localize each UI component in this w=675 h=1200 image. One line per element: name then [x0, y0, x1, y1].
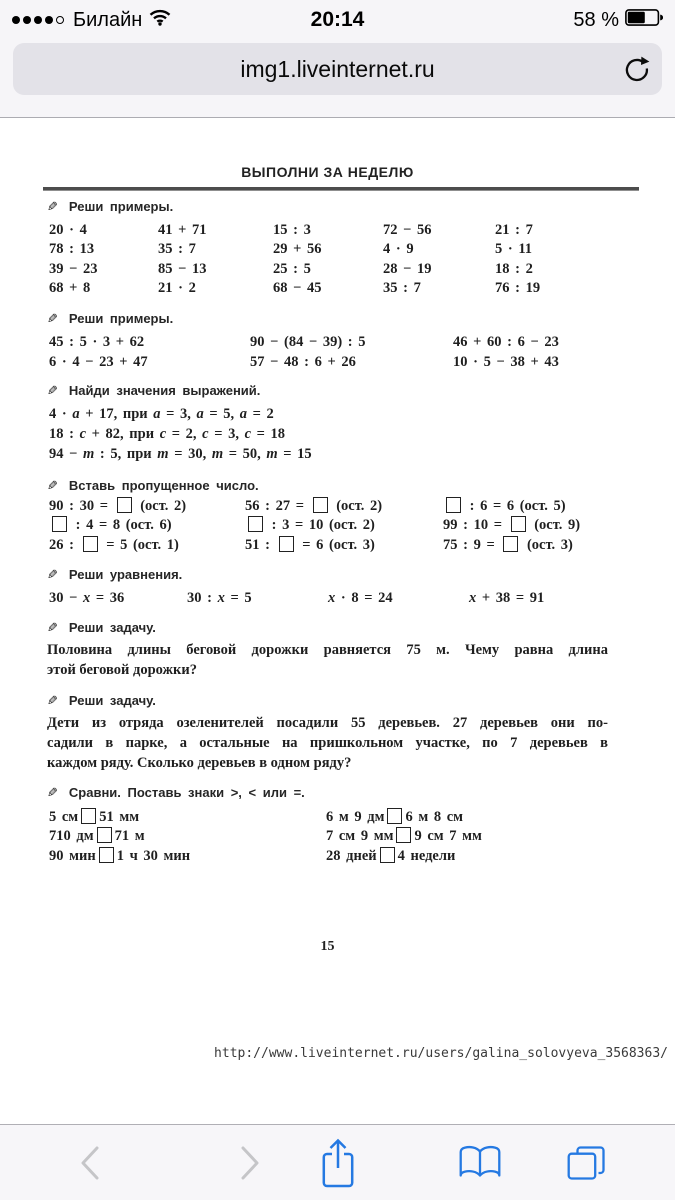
- url-text: img1.liveinternet.ru: [240, 55, 435, 82]
- section-header-word-problem-1: [47, 620, 608, 636]
- answer-box: [503, 536, 518, 552]
- word-problem-text: [47, 640, 608, 680]
- forward-button[interactable]: [239, 1145, 261, 1184]
- section-title: Реши примеры.: [68, 310, 174, 326]
- math-expression: 94 − m : 5, при m = 30, m = 50, m = 15: [49, 445, 312, 462]
- answer-box: [387, 808, 402, 824]
- section-header-solve-equations: [47, 567, 608, 583]
- math-expression: 85 − 13: [158, 260, 207, 277]
- answer-box: [313, 497, 328, 513]
- math-expression: 76 : 19: [495, 280, 541, 296]
- compare-grid: [49, 808, 608, 867]
- pencil-icon: ✎: [47, 477, 58, 493]
- math-expression: 35 : 7: [383, 280, 421, 296]
- equations-grid: [49, 588, 608, 608]
- math-expression: 26 : = 5 (ост. 1): [49, 536, 179, 553]
- source-url: http://www.liveinternet.ru/users/galina_solovyeva_3568363/: [214, 1046, 668, 1061]
- task-line: этой беговой дорожки?: [47, 661, 198, 678]
- chevron-right-icon: [239, 1169, 261, 1184]
- answer-box: [380, 847, 395, 863]
- battery-percent-label: 58 %: [573, 8, 619, 31]
- answer-box: [511, 516, 526, 532]
- book-icon: [457, 1170, 503, 1185]
- answer-box: [396, 827, 411, 843]
- math-expression: 99 : 10 = (ост. 9): [443, 517, 581, 534]
- section-title: Реши примеры.: [68, 198, 174, 214]
- status-bar: [0, 0, 675, 40]
- task-line: каждом ряду. Сколько деревьев в одном ряду?: [47, 754, 352, 771]
- task-line: садили в парке, а остальные на пришкольном участке, по 7 деревьев в: [47, 734, 608, 751]
- share-icon: [320, 1177, 356, 1192]
- web-page-image: [0, 119, 675, 1124]
- task-line: Половина длины беговой дорожки равняется 75 м. Чему равна длина: [47, 641, 608, 658]
- answer-box: [52, 516, 67, 532]
- answer-box: [83, 536, 98, 552]
- math-expression: 68 + 8: [49, 280, 91, 296]
- section-title: Реши задачу.: [68, 619, 156, 635]
- math-expression: 6 · 4 − 23 + 47: [49, 353, 148, 370]
- page-number: 15: [320, 939, 335, 955]
- math-expression: : 3 = 10 (ост. 2): [245, 516, 443, 536]
- math-expression: : 4 = 8 (ост. 6): [49, 516, 245, 536]
- pencil-icon: ✎: [47, 382, 58, 398]
- math-expression: 28 − 19: [383, 260, 432, 277]
- math-expression: 90 : 30 = (ост. 2): [49, 497, 187, 514]
- section-header-find-values: [47, 383, 608, 399]
- pencil-icon: ✎: [47, 310, 58, 326]
- title-rule: [43, 187, 639, 191]
- math-expression: 18 : c + 82, при c = 2, c = 3, c = 18: [49, 425, 286, 442]
- clock-label: 20:14: [310, 8, 365, 31]
- answer-box: [97, 827, 112, 843]
- math-expression: 4 · a + 17, при a = 3, a = 5, a = 2: [49, 405, 274, 422]
- math-expression: 90 − (84 − 39) : 5: [250, 333, 366, 350]
- browser-header: [0, 0, 675, 118]
- compare-item: 5 см 51 мм: [49, 808, 140, 825]
- math-expression: 4 · 9: [383, 241, 414, 257]
- pencil-icon: ✎: [47, 198, 58, 214]
- section-title: Вставь пропущенное число.: [68, 477, 259, 493]
- answer-box: [446, 497, 461, 513]
- tabs-button[interactable]: [565, 1144, 607, 1185]
- expressions-list: [49, 404, 608, 464]
- answer-box: [248, 516, 263, 532]
- math-expression: 10 · 5 − 38 + 43: [453, 353, 559, 370]
- chevron-left-icon: [79, 1169, 101, 1184]
- back-button[interactable]: [79, 1145, 101, 1184]
- math-expression: 29 + 56: [273, 241, 322, 257]
- math-expression: 5 · 11: [495, 241, 533, 257]
- reload-icon: [624, 71, 651, 86]
- math-expression: 51 : = 6 (ост. 3): [245, 536, 375, 553]
- answer-box: [117, 497, 132, 513]
- math-expression: 46 + 60 : 6 − 23: [453, 333, 559, 350]
- section-title: Найди значения выражений.: [68, 382, 261, 398]
- math-expression: 25 : 5: [273, 260, 311, 277]
- math-equation: 30 − x = 36: [49, 589, 125, 606]
- share-button[interactable]: [320, 1137, 356, 1192]
- math-expression: 45 : 5 · 3 + 62: [49, 333, 145, 350]
- pencil-icon: ✎: [47, 619, 58, 635]
- math-expression: 20 · 4: [49, 221, 87, 238]
- math-expression: 57 − 48 : 6 + 26: [250, 353, 356, 370]
- math-equation: x + 38 = 91: [469, 589, 545, 606]
- compare-item: 28 дней 4 недели: [326, 847, 456, 864]
- carrier-label: Билайн: [73, 8, 143, 31]
- compare-item: 7 см 9 мм 9 см 7 мм: [326, 828, 482, 845]
- examples-grid-1: [49, 221, 608, 299]
- section-title: Сравни. Поставь знаки >, < или =.: [68, 784, 305, 800]
- math-expression: : 6 = 6 (ост. 5): [443, 497, 608, 517]
- worksheet-title: ВЫПОЛНИ ЗА НЕДЕЛЮ: [241, 164, 414, 180]
- task-line: Дети из отряда озеленителей посадили 55 деревьев. 27 деревьев они по-: [47, 714, 608, 731]
- math-expression: 21 · 2: [158, 280, 196, 296]
- math-expression: 78 : 13: [49, 241, 95, 257]
- bottom-toolbar: [0, 1124, 675, 1200]
- math-equation: 30 : x = 5: [187, 589, 252, 606]
- bookmarks-button[interactable]: [457, 1144, 503, 1185]
- tabs-icon: [565, 1170, 607, 1185]
- math-expression: 39 − 23: [49, 260, 98, 277]
- math-expression: 56 : 27 = (ост. 2): [245, 497, 383, 514]
- math-expression: 41 + 71: [158, 221, 207, 238]
- address-bar[interactable]: [13, 43, 662, 95]
- math-expression: 72 − 56: [383, 221, 432, 238]
- math-expression: 35 : 7: [158, 241, 196, 257]
- pencil-icon: ✎: [47, 566, 58, 582]
- pencil-icon: ✎: [47, 692, 58, 708]
- section-header-missing-number: [47, 478, 608, 494]
- section-header-solve-examples-1: [47, 199, 608, 215]
- section-header-word-problem-2: [47, 693, 608, 709]
- answer-box: [81, 808, 96, 824]
- section-title: Реши уравнения.: [68, 566, 183, 582]
- math-expression: 18 : 2: [495, 260, 533, 277]
- worksheet-scan: [0, 119, 675, 955]
- math-expression: 68 − 45: [273, 280, 322, 296]
- answer-box: [279, 536, 294, 552]
- math-expression: 21 : 7: [495, 221, 533, 238]
- compare-item: 710 дм 71 м: [49, 828, 145, 845]
- math-equation: x · 8 = 24: [328, 589, 393, 606]
- answer-box: [99, 847, 114, 863]
- word-problem-text: [47, 713, 608, 773]
- status-right: [573, 9, 663, 32]
- math-expression: 15 : 3: [273, 221, 311, 238]
- battery-icon: [625, 9, 663, 31]
- examples-grid-2: [49, 332, 608, 372]
- compare-item: 6 м 9 дм 6 м 8 см: [326, 808, 464, 825]
- section-header-solve-examples-2: [47, 311, 608, 327]
- reload-button[interactable]: [623, 55, 651, 83]
- missing-number-grid: [49, 497, 608, 556]
- compare-item: 90 мин 1 ч 30 мин: [49, 847, 191, 864]
- section-title: Реши задачу.: [68, 692, 156, 708]
- section-header-compare: [47, 785, 608, 801]
- pencil-icon: ✎: [47, 784, 58, 800]
- math-expression: 75 : 9 = (ост. 3): [443, 536, 573, 553]
